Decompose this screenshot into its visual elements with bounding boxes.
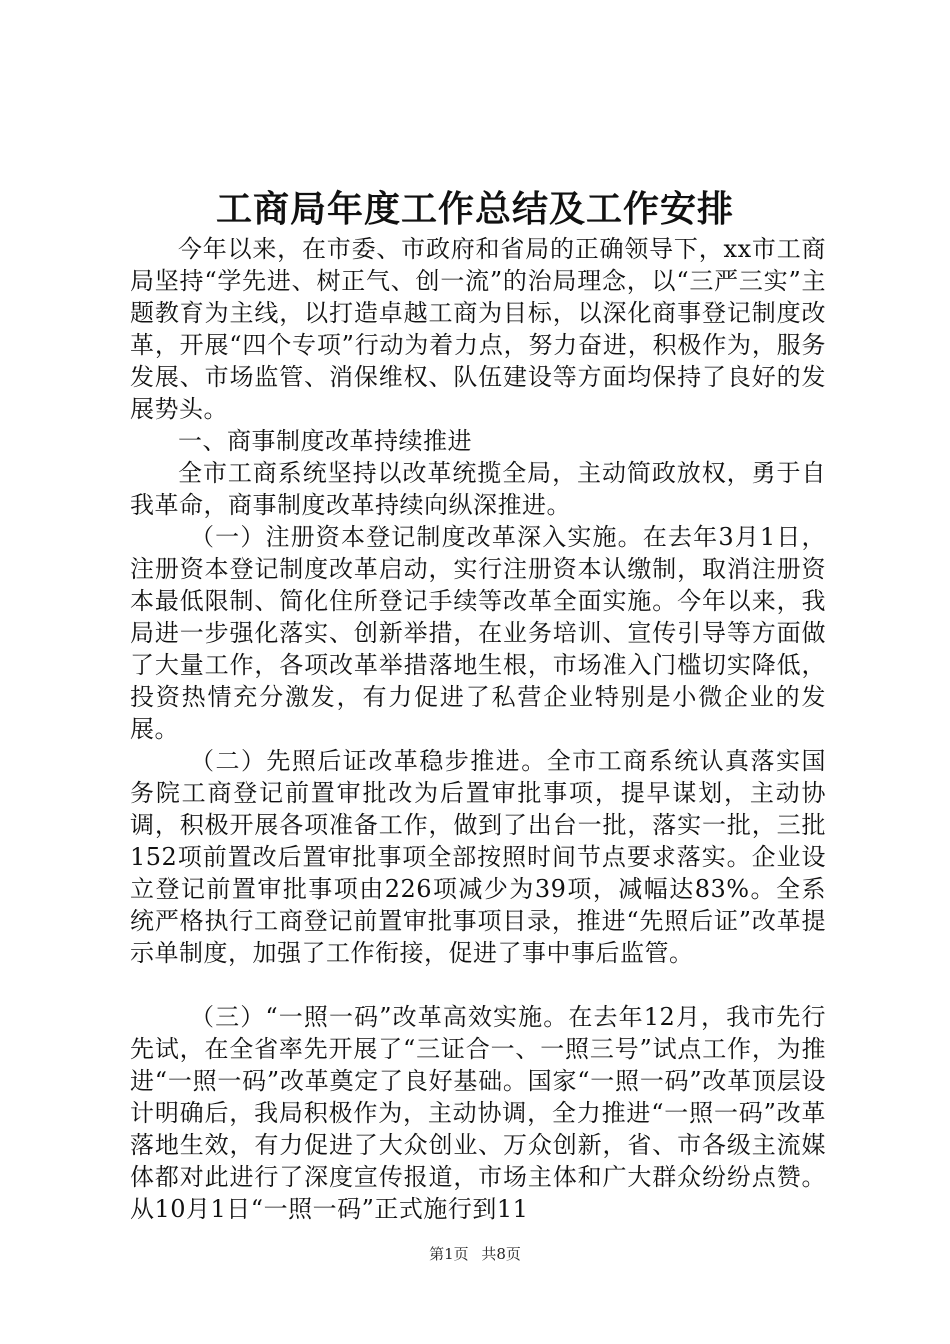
page-number: 第1页 xyxy=(429,1245,469,1263)
section-heading: 一、商事制度改革持续推进 xyxy=(178,427,472,455)
page-footer xyxy=(0,1244,950,1264)
subsection-paragraph-2: （二）先照后证改革稳步推进。全市工商系统认真落实国务院工商登记前置审批改为后置审批事项，提早谋划，主动协调，积极开展各项准备工作，做到了出台一批，落实一批，三批152项前置改后置审批事项全部按照时间节点要求落实。企业设立登记前置审批事项由226项减少为39项，减幅达83%。全系统严格执行工商登记前置审批事项目录，推进“先照后证”改革提示单制度，加强了工作衔接，促进了事中事后监管。 xyxy=(130,747,826,967)
document-body xyxy=(130,233,826,1225)
subsection-paragraph-1: （一）注册资本登记制度改革深入实施。在去年3月1日，注册资本登记制度改革启动，实行注册资本认缴制，取消注册资本最低限制、简化住所登记手续等改革全面实施。今年以来，我局进一步强化落实、创新举措，在业务培训、宣传引导等方面做了大量工作，各项改革举措落地生根，市场准入门槛切实降低，投资热情充分激发，有力促进了私营企业特别是小微企业的发展。 xyxy=(130,523,826,743)
subsection-paragraph-3: （三）“一照一码”改革高效实施。在去年12月，我市先行先试，在全省率先开展了“三证合一、一照三号”试点工作，为推进“一照一码”改革奠定了良好基础。国家“一照一码”改革顶层设计明确后，我局积极作为，主动协调，全力推进“一照一码”改革落地生效，有力促进了大众创业、万众创新，省、市各级主流媒体都对此进行了深度宣传报道，市场主体和广大群众纷纷点赞。从10月1日“一照一码”正式施行到11 xyxy=(130,1003,826,1223)
page-total: 共8页 xyxy=(481,1245,521,1263)
intro-paragraph: 今年以来，在市委、市政府和省局的正确领导下，xx市工商局坚持“学先进、树正气、创一流”的治局理念，以“三严三实”主题教育为主线，以打造卓越工商为目标，以深化商事登记制度改革，开展“四个专项”行动为着力点，努力奋进，积极作为，服务发展、市场监管、消保维权、队伍建设等方面均保持了良好的发展势头。 xyxy=(130,235,826,423)
paragraph-gap xyxy=(130,969,826,1001)
document-title: 工商局年度工作总结及工作安排 xyxy=(215,188,734,230)
section-summary-paragraph: 全市工商系统坚持以改革统揽全局，主动简政放权，勇于自我革命，商事制度改革持续向纵深推进。 xyxy=(130,459,826,519)
